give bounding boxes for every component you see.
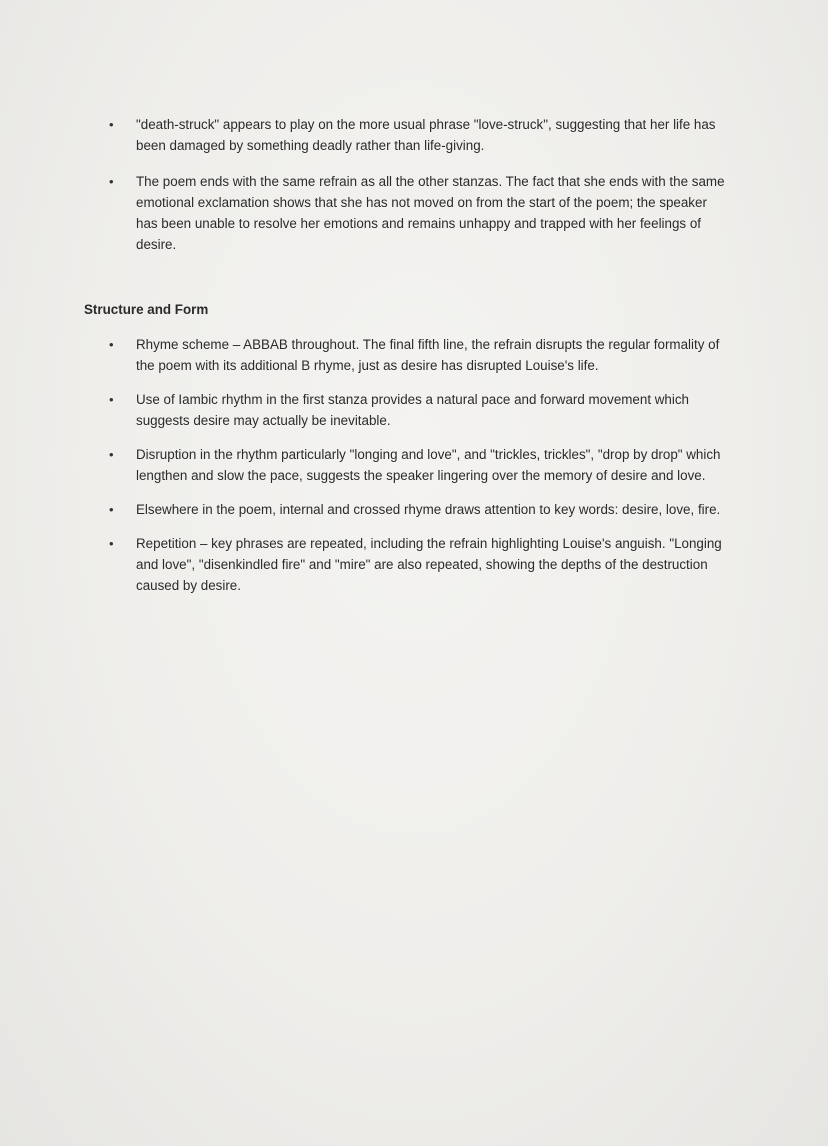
bullet-icon: • <box>109 117 114 132</box>
list-item <box>109 389 734 431</box>
bullet-icon: • <box>109 392 114 407</box>
list-item-text: Elsewhere in the poem, internal and crossed rhyme draws attention to key words: desire, love, fire. <box>136 502 721 517</box>
structure-list <box>109 334 734 609</box>
list-item-text: Disruption in the rhythm particularly "longing and love", and "trickles, trickles", "drop by drop" which lengthen and slow the pace, suggests the speaker lingering over the memory of desire and love. <box>136 447 721 483</box>
bullet-icon: • <box>109 502 114 517</box>
list-item <box>109 171 729 255</box>
bullet-icon: • <box>109 337 114 352</box>
list-item <box>109 114 729 156</box>
list-item <box>109 444 734 486</box>
bullet-icon: • <box>109 174 114 189</box>
list-item-text: "death-struck" appears to play on the more usual phrase "love-struck", suggesting that her life has been damaged by something deadly rather than life-giving. <box>136 117 716 153</box>
list-item <box>109 334 734 376</box>
list-item <box>109 499 734 520</box>
bullet-icon: • <box>109 447 114 462</box>
list-item-text: Rhyme scheme – ABBAB throughout. The final fifth line, the refrain disrupts the regular formality of the poem with its additional B rhyme, just as desire has disrupted Louise's life. <box>136 337 720 373</box>
list-item-text: Repetition – key phrases are repeated, including the refrain highlighting Louise's anguish. "Longing and love", "disenkindled fire" and "mire" are also repeated, showing the depths of the destruction caused by desire. <box>136 536 722 593</box>
list-item-text: Use of Iambic rhythm in the first stanza provides a natural pace and forward movement which suggests desire may actually be inevitable. <box>136 392 689 428</box>
list-item-text: The poem ends with the same refrain as all the other stanzas. The fact that she ends with the same emotional exclamation shows that she has not moved on from the start of the poem; the speaker has been unable to resolve her emotions and remains unhappy and trapped with her feelings of desire. <box>136 174 725 252</box>
analysis-list <box>109 114 729 270</box>
section-heading: Structure and Form <box>84 302 209 317</box>
bullet-icon: • <box>109 536 114 551</box>
list-item <box>109 533 734 596</box>
